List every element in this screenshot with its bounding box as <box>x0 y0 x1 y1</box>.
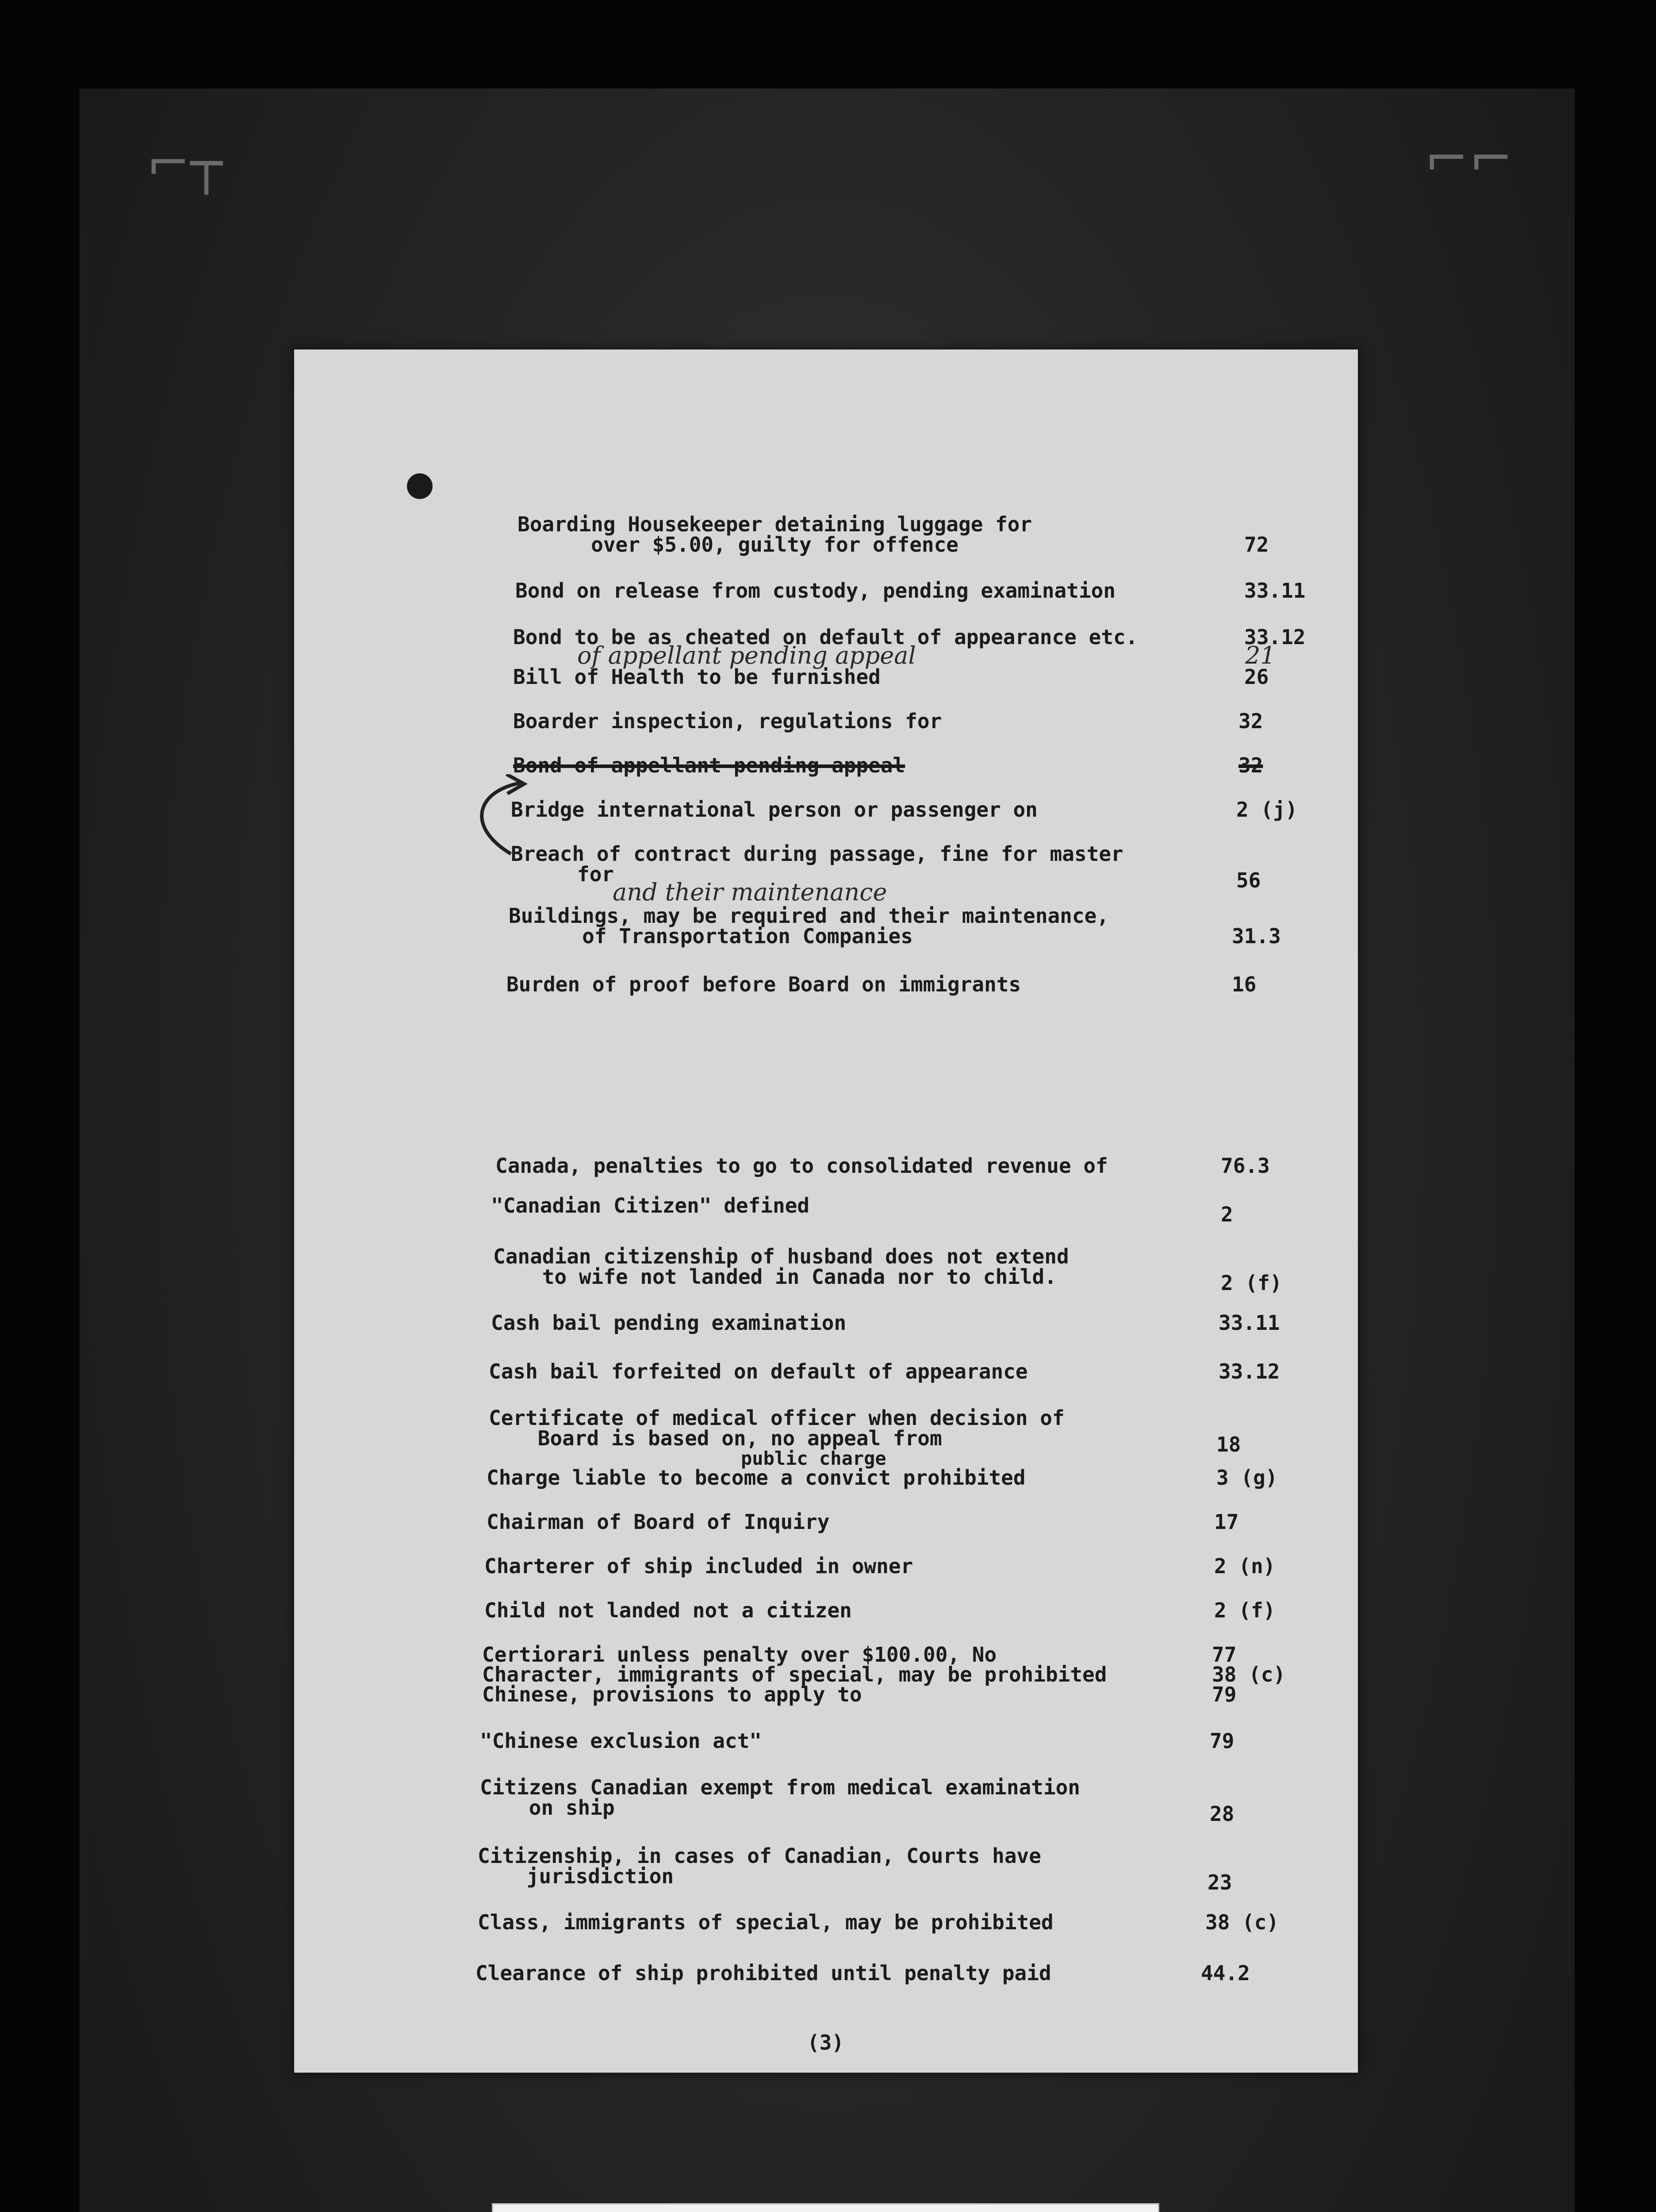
entry-term: Class, immigrants of special, may be prohibited <box>478 1910 1054 1934</box>
entry-term: Child not landed not a citizen <box>484 1598 852 1622</box>
entry-term-cont: Board is based on, no appeal from <box>489 1426 942 1450</box>
entry-ref: 77 <box>1212 1643 1237 1667</box>
entry-ref: 33.11 <box>1219 1311 1280 1335</box>
entry-term-cont: of Transportation Companies <box>509 924 913 948</box>
entry-term-cont: on ship <box>480 1796 615 1820</box>
entry-ref: 33.12 <box>1244 625 1306 649</box>
index-entry <box>294 1682 1358 1706</box>
entry-term: Character, immigrants of special, may be prohibited <box>482 1663 1107 1686</box>
index-entry <box>294 1244 1358 1295</box>
entry-term: Citizenship, in cases of Canadian, Courts have <box>478 1844 1041 1868</box>
entry-ref: 26 <box>1244 665 1269 689</box>
entry-term: Breach of contract during passage, fine for master <box>511 842 1123 866</box>
document-page <box>294 349 1358 2073</box>
entry-ref: 23 <box>1208 1870 1232 1894</box>
entry-ref: 72 <box>1244 533 1269 557</box>
entry-term: Bond of appellant pending appeal <box>513 753 905 777</box>
entry-term: Bond on release from custody, pending examination <box>515 579 1116 603</box>
entry-term-cont: jurisdiction <box>478 1864 674 1888</box>
entry-term-cont: over $5.00, guilty for offence <box>518 533 958 557</box>
entry-term: Bond to be as cheated on default of appearance etc. <box>513 625 1138 649</box>
entry-term: Certiorari unless penalty over $100.00, No <box>482 1643 997 1667</box>
entry-ref: 18 <box>1216 1432 1241 1456</box>
punch-hole <box>407 473 433 499</box>
handwritten-note: of appellant pending appeal <box>577 641 916 669</box>
index-entry-struck <box>294 753 1358 777</box>
entry-term: Bridge international person or passenger on <box>511 798 1038 822</box>
handwritten-ref: 21 <box>1245 641 1276 669</box>
entry-ref: 16 <box>1232 972 1257 996</box>
entry-term: Chinese, provisions to apply to <box>482 1682 862 1706</box>
film-mark-left: ⌐┬ <box>146 133 222 194</box>
entry-term: Clearance of ship prohibited until penalty paid <box>475 1961 1051 1985</box>
page-number: (3) <box>807 2031 844 2055</box>
entry-term: Charge liable to become a convict prohibited <box>487 1466 1026 1490</box>
entry-ref: 32 <box>1238 753 1263 777</box>
index-entry <box>294 1194 1358 1226</box>
entry-term: "Chinese exclusion act" <box>480 1729 762 1753</box>
entry-term: Citizens Canadian exempt from medical examination <box>480 1775 1081 1799</box>
entry-term: Buildings, may be required and their maintenance, <box>509 904 1109 928</box>
entry-term-cont: for <box>577 862 614 886</box>
entry-ref: 31.3 <box>1232 924 1281 948</box>
source-citation-label <box>492 2203 1159 2212</box>
index-entry <box>294 1910 1358 1934</box>
entry-ref: 79 <box>1210 1729 1234 1753</box>
entry-ref: 2 (j) <box>1236 798 1298 822</box>
index-entry <box>294 1359 1358 1383</box>
entry-ref: 2 (f) <box>1214 1598 1276 1622</box>
film-mark-right: ⌐⌐ <box>1424 128 1514 190</box>
entry-ref: 38 (c) <box>1212 1663 1286 1686</box>
entry-term: Cash bail forfeited on default of appearance <box>489 1359 1028 1383</box>
index-entry <box>294 1663 1358 1686</box>
entry-term-cont: to wife not landed in Canada nor to child. <box>493 1265 1057 1289</box>
entry-term: Canadian citizenship of husband does not extend <box>493 1244 1069 1268</box>
interlinear-insert: public charge <box>741 1448 886 1469</box>
entry-ref: 38 (c) <box>1205 1910 1279 1934</box>
entry-term: Cash bail pending examination <box>491 1311 847 1335</box>
entry-ref: 44.2 <box>1201 1961 1250 1985</box>
entry-ref: 32 <box>1238 709 1263 733</box>
entry-term: Chairman of Board of Inquiry <box>487 1510 830 1534</box>
entry-term: Boarding Housekeeper detaining luggage for <box>518 512 1032 536</box>
entry-ref: 2 <box>1221 1202 1233 1226</box>
entry-term: Boarder inspection, regulations for <box>513 709 942 733</box>
index-entry <box>294 1775 1358 1826</box>
index-entry <box>294 972 1358 996</box>
entry-ref: 28 <box>1210 1802 1234 1826</box>
entry-ref: 2 (f) <box>1221 1271 1282 1295</box>
index-entry <box>294 512 1358 557</box>
entry-term: Bill of Health to be furnished <box>513 665 881 689</box>
entry-ref: 2 (n) <box>1214 1554 1276 1578</box>
entry-ref: 3 (g) <box>1216 1466 1278 1490</box>
handwritten-note: and their maintenance <box>613 878 887 906</box>
entry-term: Certificate of medical officer when decision of <box>489 1406 1065 1430</box>
entry-term: "Canadian Citizen" defined <box>491 1194 810 1217</box>
entry-term: Burden of proof before Board on immigrants <box>506 972 1021 996</box>
entry-ref: 33.11 <box>1244 579 1306 603</box>
entry-ref: 76.3 <box>1221 1154 1270 1178</box>
index-entry <box>294 1598 1358 1622</box>
entry-ref: 17 <box>1214 1510 1239 1534</box>
entry-ref: 33.12 <box>1219 1359 1280 1383</box>
entry-ref: 56 <box>1236 868 1261 892</box>
entry-term: Canada, penalties to go to consolidated revenue of <box>495 1154 1108 1178</box>
entry-term: Charterer of ship included in owner <box>484 1554 913 1578</box>
entry-ref: 79 <box>1212 1682 1237 1706</box>
